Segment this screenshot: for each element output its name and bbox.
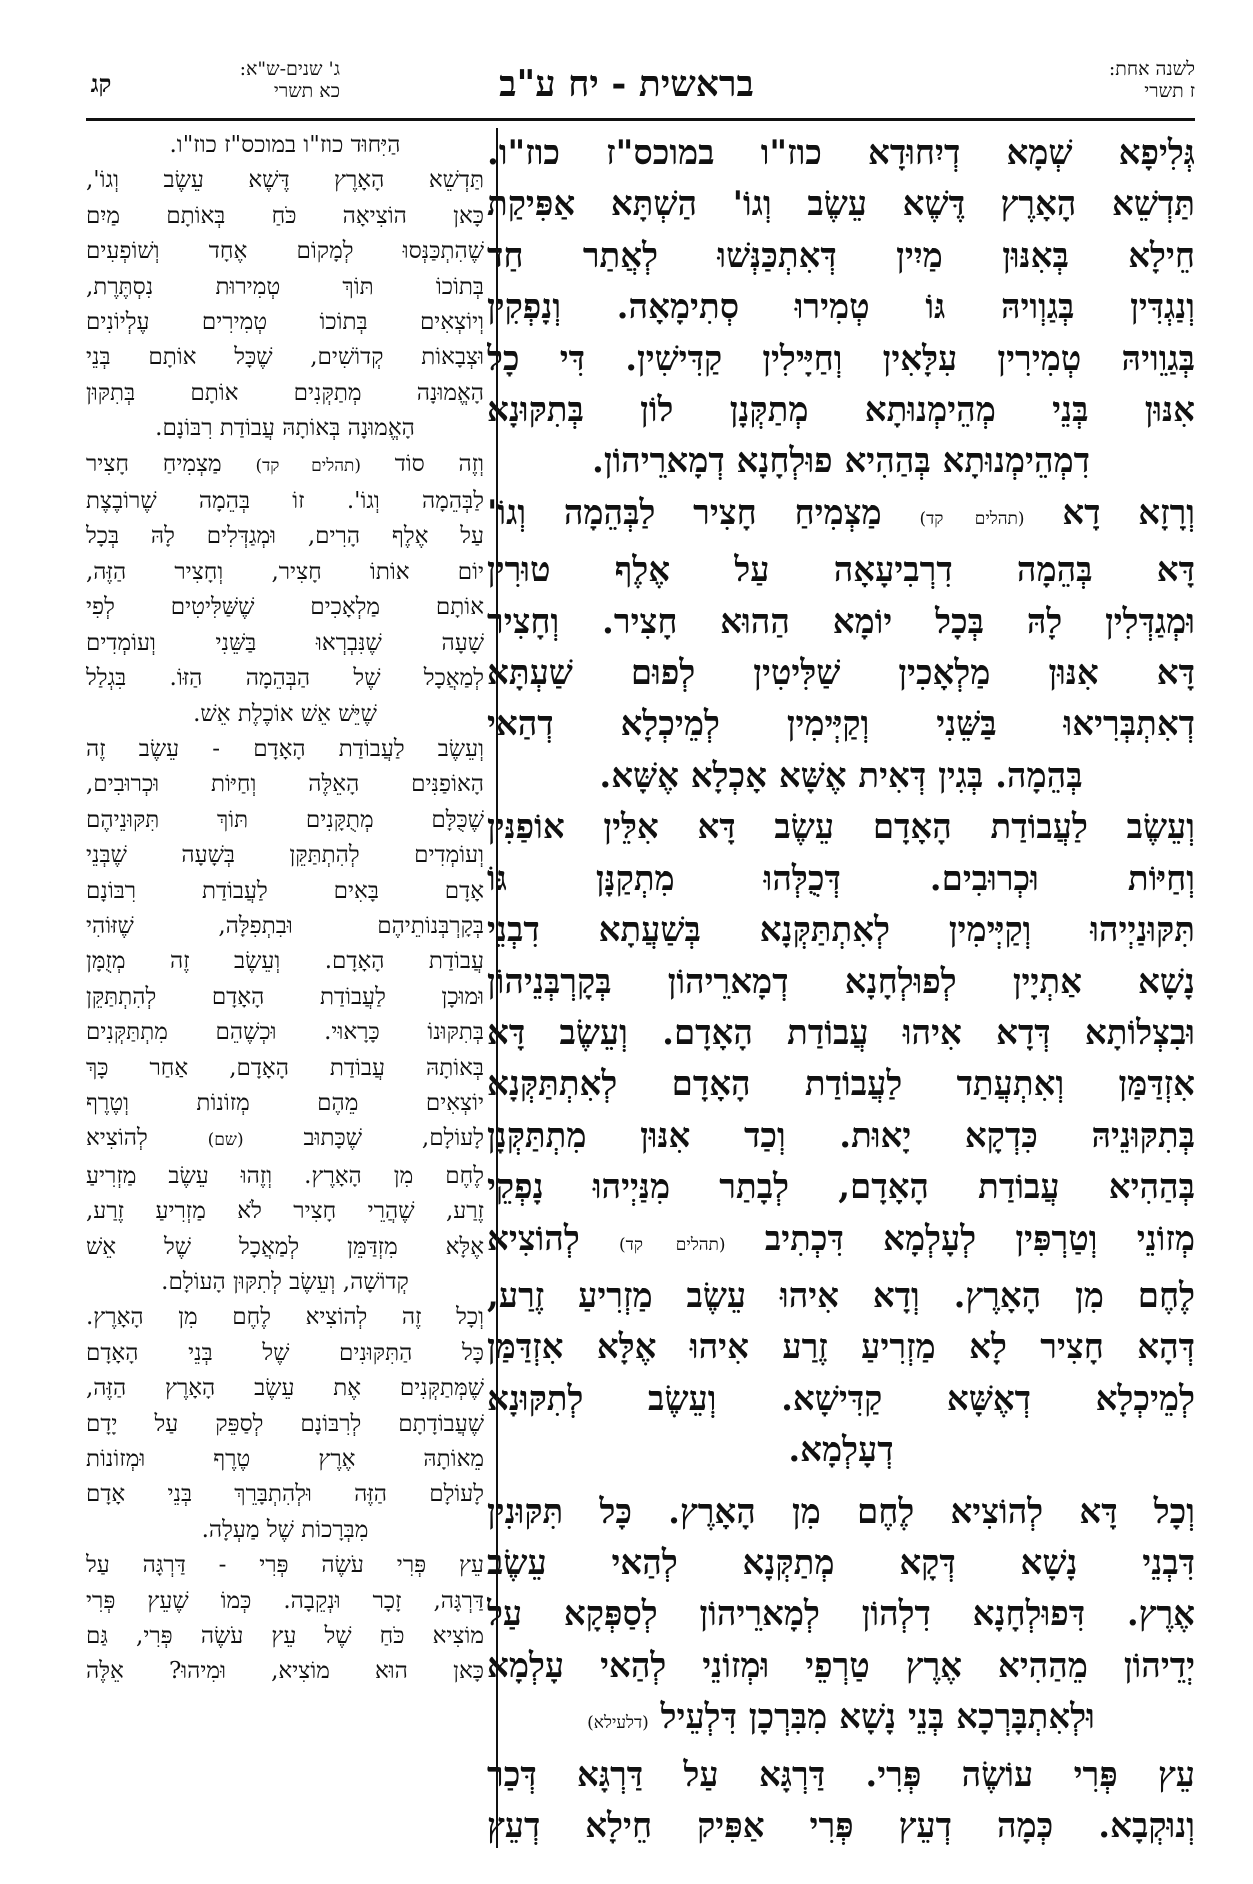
side-line: אֶלָּא מִזְדַּמֵּן לְמַאֲכָל שֶׁל אֵשׁ <box>86 1233 484 1260</box>
side-line: זֶרַע, שֶׁהֲרֵי חָצִיר לֹא מַזְרִיעַ זֶרַע, <box>86 1198 484 1225</box>
main-line: דִּבְנֵי נָשָׁא דְּקָא מְתַקְּנָא לְהַאי עֵשֶׂב <box>487 1542 1195 1583</box>
side-line: בְּאוֹתָהּ עֲבוֹדַת הָאָדָם, אַחַר כָּךְ <box>86 1054 484 1081</box>
side-line: הָאֱמוּנָה מְתַקְּנִים אוֹתָם בְּתִקּוּן <box>86 379 484 406</box>
side-line: לַבְּהֵמָה וְגוֹ'. זוֹ בְּהֵמָה שֶׁרוֹבֶצֶת <box>86 488 484 515</box>
main-text: וּלְאִתְבָּרְכָא בְּנֵי נָשָׁא מִבִּרְכָן דִּלְעֵיל <box>660 1697 1095 1738</box>
side-line: עַל אֶלֶף הָרִים, וּמְגַדְּלִים לָהּ בְּכָל <box>86 523 484 550</box>
main-line: גְּלִיפָא שְׁמָא דְיִחוּדָא כוז"ו במוכס"ז כוז"ו. <box>487 133 1195 173</box>
main-line: וְעֵשֶׂב לַעֲבוֹדַת הָאָדָם עֵשֶׂב דָּא אִלֵּין אוֹפַנִּין <box>487 807 1195 848</box>
main-text: לְהוֹצִיא <box>487 1218 580 1259</box>
side-line: כָּאן הוֹצִיאָה כֹּחַ בְּאוֹתָם מַיִם <box>86 202 484 229</box>
main-line: בְּהֵמָה. בְּגִין דְּאִית אֶשָּׁא אָכְלָא אֶשָּׁא. <box>599 755 1083 796</box>
main-line: וְחַיּוֹת וּכְרוּבִים. דְּכֻלְּהוּ מִתְקַנָּן גּוֹ <box>487 858 1195 899</box>
side-text: לְהוֹצִיא <box>86 1125 148 1152</box>
side-line: מוֹצִיא כֹּחַ שֶׁל עֵץ עֹשֶׂה פְּרִי, גַּם <box>86 1623 484 1650</box>
side-line: וְיוֹצְאִים בְּתוֹכוֹ טְמִירִים עֶלְיוֹנִים <box>86 309 484 336</box>
side-line: לְמַאֲכָל שֶׁל הַבְּהֵמָה הַזּוֹ. בִּגְלַל <box>86 665 484 692</box>
main-line: תִּקּוּנַיְיהוּ וְקַיְּימִין לְאִתְתַּקְּנָא בְּשַׁעֲתָא דִבְנֵי <box>487 910 1195 951</box>
main-line: דִמְהֵימְנוּתָא בְּהַהִיא פוּלְחָנָא דְמָארֵיהוֹן. <box>591 441 1091 482</box>
schedule-one-year-date: ז תשרי <box>1144 80 1195 102</box>
side-line: מִבְּרָכוֹת שֶׁל מַעְלָה. <box>201 1516 369 1543</box>
side-line: מֵאוֹתָהּ אֶרֶץ טֶרֶף וּמְזוֹנוֹת <box>86 1446 484 1473</box>
main-line: וְנוּקְבָא. כְּמָה דְעֵץ פְּרִי אַפִּיק חֵילָא דְעֵץ <box>487 1806 1195 1846</box>
side-line: אָדָם בָּאִים לַעֲבוֹדַת רִבּוֹנָם <box>86 877 484 904</box>
main-line: אִנּוּן בְּנֵי מְהֵימְנוּתָא מְתַקְּנָן לוֹן בְּתִקּוּנָא <box>487 390 1195 431</box>
main-line: דָּא אִנּוּן מַלְאָכִין שַׁלִּיטִין לְפוּם שַׁעְתָּא <box>487 653 1195 694</box>
main-line: דְאִתְבְּרִיאוּ בַּשֵּׁנִי וְקַיְּימִין לְמֵיכְלָא דְהַאי <box>487 704 1195 745</box>
main-line: בְּגַוֵויהּ טְמִירִין עִלָּאִין וְחַיָּילִין קַדִּישִׁין. דִּי כָל <box>487 338 1195 379</box>
side-line: לֶחֶם מִן הָאָרֶץ. וְזֶהוּ עֵשֶׂב מַזְרִיעַ <box>86 1162 484 1189</box>
side-line: לָעוֹלָם הַזֶּה וּלְהִתְבָּרֵךְ בְּנֵי אָדָם <box>86 1481 484 1508</box>
side-line: בְּתוֹכוֹ תּוֹךְ טְמִירוּת נִסְתֶּרֶת, <box>86 273 484 300</box>
main-line: יְדֵיהוֹן מֵהַהִיא אֶרֶץ טַרְפֵי וּמְזוֹנֵי לְהַאי עָלְמָא <box>487 1645 1195 1686</box>
main-line: דְּהָא חָצִיר לָא מַזְרִיעַ זֶרַע אִיהוּ אֶלָּא אִזְדַּמַּן <box>487 1327 1195 1368</box>
translation-column <box>86 128 484 1858</box>
side-line: שֶׁכֻּלָּם מְתֻקָּנִים תּוֹךְ תִּקּוּנֵיהֶם <box>86 806 484 833</box>
main-line: אִזְדַּמַּן וְאִתְעֲתַד לַעֲבוֹדַת הָאָדָם לְאִתְתַּקְּנָא <box>487 1064 1195 1105</box>
main-line-with-ref <box>487 1214 1195 1271</box>
schedule-three-years-date: כא תשרי <box>273 80 340 102</box>
main-text: וְרָזָא דָא <box>1062 492 1195 533</box>
main-line-with-ref <box>487 1692 1195 1749</box>
side-line: הָאֱמוּנָה בְּאוֹתָהּ עֲבוֹדַת רִבּוֹנָם. <box>155 415 415 442</box>
side-text: מַצְמִיחַ חָצִיר <box>86 450 222 477</box>
side-line: וְכָל זֶה לְהוֹצִיא לֶחֶם מִן הָאָרֶץ. <box>86 1304 484 1331</box>
side-line: וְעוֹמְדִים לְהִתְתַּקֵּן בְּשָׁעָה שֶׁבְּנֵי <box>86 842 484 869</box>
main-line: עֵץ פְּרִי עוֹשֶׂה פְּרִי. דַּרְגָּא עַל דַּרְגָּא דְּכַר <box>487 1754 1195 1795</box>
header-rule <box>86 118 1195 121</box>
side-line: וּמוּכָן לַעֲבוֹדַת הָאָדָם לְהִתְתַּקֵּן <box>86 983 484 1010</box>
main-line: בְּהַהִיא עֲבוֹדַת הָאָדָם, לְבָתַר מִנַּיְיהוּ נָפְקֵי <box>487 1167 1195 1208</box>
side-line: שֶׁמְּתַקְּנִים אֶת עֵשֶׂב הָאָרֶץ הַזֶּה, <box>86 1375 484 1402</box>
schedule-one-year-label: לשנה אחת: <box>1108 58 1195 80</box>
side-line: שֶׁהִתְכַּנְּסוּ לְמָקוֹם אֶחָד וְשׁוֹפְעִים <box>86 238 484 265</box>
verse-reference: (תהלים קד) <box>619 1234 726 1255</box>
variant-reading: (דלעילא) <box>587 1713 649 1734</box>
main-line: וְנַגְדִּין בְּגַוְויהּ גּוֹ טְמִירוּ סְתִימָאָה. וְנָפְקִין <box>487 287 1195 328</box>
main-line-with-ref <box>487 488 1195 545</box>
main-line: דָּא בְּהֵמָה דִרְבִיעָאָה עַל אֶלֶף טוּרִין <box>487 550 1195 591</box>
side-line: אוֹתָם מַלְאָכִים שֶׁשַּׁלִּיטִים לְפִי <box>86 594 484 621</box>
main-text-column <box>487 128 1195 1858</box>
main-text: מַצְמִיחַ חָצִיר לַבְּהֵמָה וְגוֹ' <box>487 492 882 533</box>
main-line: דְעָלְמָא. <box>788 1430 894 1471</box>
side-line: שֶׁיֵּשׁ אֵשׁ אוֹכֶלֶת אֵשׁ. <box>193 700 377 727</box>
main-line: לְמֵיכְלָא דְאֶשָּׁא קַדִּישָׁא. וְעֵשֶׂב לְתִקּוּנָא <box>487 1378 1195 1419</box>
side-line: דַּרְגָּה, זָכָר וּנְקֵבָה. כְּמוֹ שֶׁעֵץ פְּרִי <box>86 1587 484 1614</box>
side-text: לָעוֹלָם, שֶׁכָּתוּב <box>303 1125 484 1152</box>
page-number: קג <box>90 69 112 98</box>
side-line: וְעֵשֶׂב לַעֲבוֹדַת הָאָדָם - עֵשֶׂב זֶה <box>86 735 484 762</box>
side-line: הַיִּחוּד כוז"ו במוכס"ז כוז"ו. <box>169 132 401 158</box>
verse-reference: (תהלים קד) <box>919 508 1025 529</box>
main-line: תַּדְשֵׁא הָאָרֶץ דֶּשֶׁא עֵשֶׂב וְגוֹ' הַשְׁתָּא אַפִּיקַת <box>487 184 1195 225</box>
header-left-dates <box>110 58 340 114</box>
side-line: קְדוֹשָׁה, וְעֵשֶׂב לְתִקּוּן הָעוֹלָם. <box>161 1269 409 1295</box>
side-line: יוֹם אוֹתוֹ חָצִיר, וְחָצִיר הַזֶּה, <box>86 558 484 585</box>
main-text: מְזוֹנֵי וְטַרְפִּין לְעָלְמָא דִּכְתִיב <box>764 1218 1195 1259</box>
main-line: וּבִצְלוֹתָא דְּדָא אִיהוּ עֲבוֹדַת הָאָדָם. וְעֵשֶׂב דָּא <box>487 1012 1195 1053</box>
side-line: תַּדְשֵׁא הָאָרֶץ דֶּשֶׁא עֵשֶׂב וְגוֹ', <box>86 167 484 194</box>
side-line: בְּקָרְבְּנוֹתֵיהֶם וּבִתְפִלָּה, שֶׁזּוֹהִי <box>86 912 484 939</box>
main-line: אֶרֶץ. דִּפוּלְחָנָא דִלְהוֹן לְמָארֵיהוֹן לְסַפְּקָא עַל <box>487 1594 1195 1635</box>
side-line: בְּתִקּוּנוֹ כָּרָאוּי. וּכְשֶׁהֵם מִתְתַּקְּנִים <box>86 1019 484 1046</box>
side-line: עֵץ פְּרִי עֹשֶׂה פְּרִי - דַּרְגָּה עַל <box>86 1552 484 1579</box>
main-line: נָשָׁא אַתְיָין לְפוּלְחָנָא דְמָארֵיהוֹן בְּקָרְבְּנֵיהוֹן <box>487 961 1195 1002</box>
side-line-with-ref <box>86 447 484 484</box>
side-line: יוֹצְאִים מֵהֶם מְזוֹנוֹת וְטֶרֶף <box>86 1089 484 1116</box>
column-divider <box>496 128 498 1848</box>
main-line: בְּתִקּוּנֵיהּ כִּדְקָא יָאוּת. וְכַד אִנּוּן מִתְתַּקְּנָן <box>487 1115 1195 1156</box>
main-line: וּמְגַדְּלִין לָהּ בְּכָל יוֹמָא הַהוּא חָצִיר. וְחָצִיר <box>487 601 1195 642</box>
verse-reference: (שם) <box>207 1130 244 1151</box>
side-line: עֲבוֹדַת הָאָדָם. וְעֵשֶׂב זֶה מְזֻמָּן <box>86 948 484 975</box>
main-line: לֶחֶם מִן הָאָרֶץ. וְדָא אִיהוּ עֵשֶׂב מַזְרִיעַ זֶרַע, <box>487 1275 1195 1316</box>
schedule-three-years-label: ג' שנים-ש"א: <box>239 58 340 80</box>
page-title: בראשית - יח ע"ב <box>499 63 754 105</box>
side-line: הָאוֹפַנִּים הָאֵלֶּה וְחַיּוֹת וּכְרוּבִים, <box>86 771 484 798</box>
side-line: שֶׁעֲבוֹדָתָם לְרִבּוֹנָם לְסַפֵּק עַל יָדָם <box>86 1410 484 1437</box>
side-text: וְזֶה סוֹד <box>394 450 484 477</box>
verse-reference: (תהלים קד) <box>255 455 361 476</box>
side-line: כָּל הַתִּקּוּנִים שֶׁל בְּנֵי הָאָדָם <box>86 1339 484 1366</box>
side-line: שָׁעָה שֶׁנִּבְרְאוּ בַּשֵּׁנִי וְעוֹמְדִים <box>86 629 484 656</box>
main-line: חֵילָא בְּאִנּוּן מַיִין דְּאִתְכַּנְּשׁוּ לְאֲתַר חַד <box>487 235 1195 276</box>
side-line: וּצְבָאוֹת קְדוֹשִׁים, שֶׁכָּל אוֹתָם בְּנֵי <box>86 344 484 371</box>
main-line: וְכָל דָּא לְהוֹצִיא לֶחֶם מִן הָאָרֶץ. כָּל תִּקּוּנִין <box>487 1491 1195 1532</box>
side-line-with-ref <box>86 1121 484 1158</box>
side-line: כָּאן הוּא מוֹצִיא, וּמִיהוּ? אֵלֶּה <box>86 1658 484 1685</box>
